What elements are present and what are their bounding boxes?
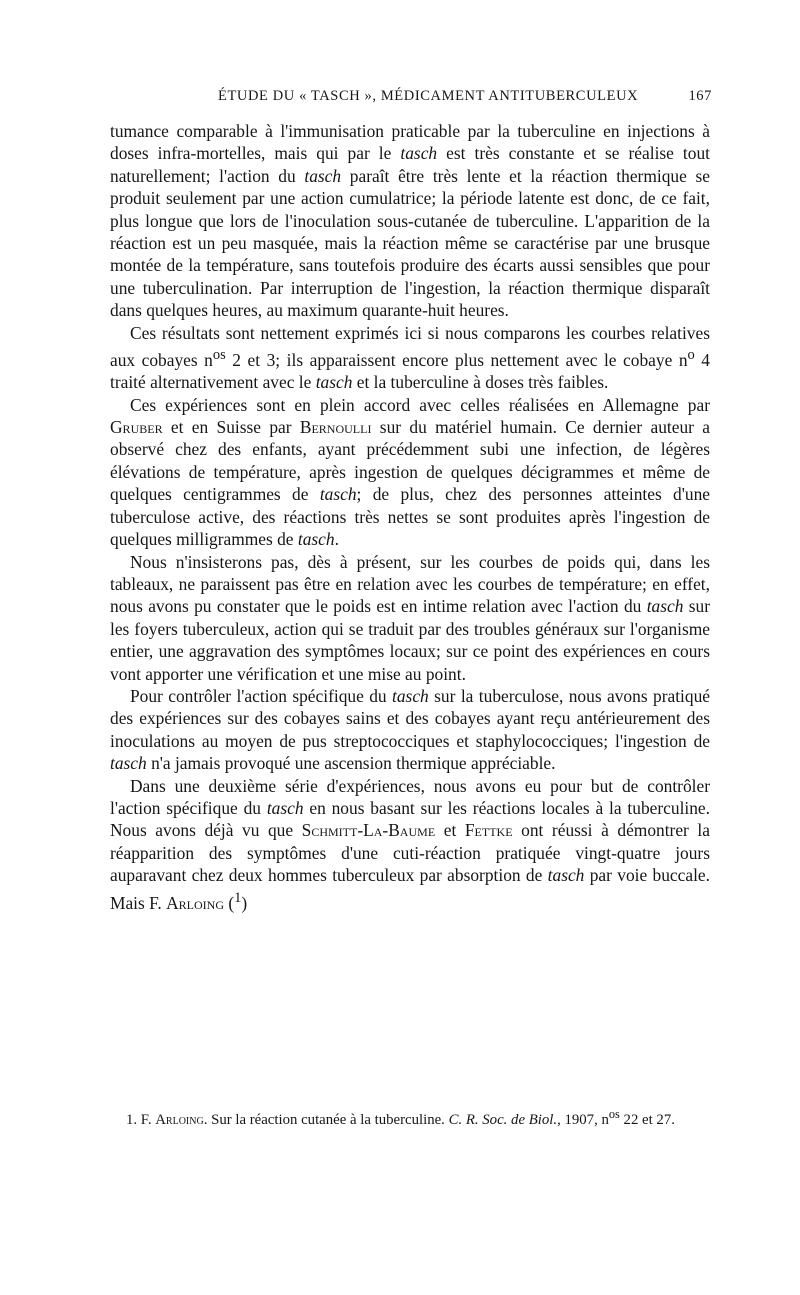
body-text bbox=[110, 120, 710, 914]
author-name: Arloing bbox=[155, 1111, 204, 1128]
footnote: 1. F. Arloing. Sur la réaction cutanée à la tuberculine. C. R. Soc. de Biol., 1907, $n^{os}$ 22 et 27. bbox=[126, 1107, 675, 1128]
author-name: Bernoulli bbox=[299, 417, 372, 438]
paragraph: Nous n'insisterons pas, dès à présent, sur les courbes de poids qui, dans les tableaux, ne paraissent pas être en relation avec les courbes de température; en effet, nous avons pu constater que le poids est en intime relation avec l'action du tasch sur les foyers tuberculeux, action qui se traduit par des troubles généraux sur l'organisme entier, une aggravation des symptômes locaux; sur ce point des expériences en cours vont apporter une vérification et une mise au point. bbox=[110, 551, 711, 684]
author-name: Gruber bbox=[110, 417, 163, 438]
author-name: Fettke bbox=[464, 820, 513, 841]
footnotes bbox=[110, 1104, 710, 1131]
paragraph: Dans une deuxième série d'expériences, nous avons eu pour but de contrôler l'action spécifique du tasch en nous basant sur les réactions locales à la tuberculine. Nous avons déjà vu que Schmitt-La-Baume et Fettke ont réussi à démontrer la réapparition des symptômes d'une cuti-réaction pratiquée vingt-quatre jours auparavant chez deux hommes tuberculeux par absorption de tasch par voie buccale. Mais F. Arloing ($^1$) bbox=[110, 775, 711, 913]
footnote-ref: 1 bbox=[234, 889, 242, 906]
paragraph: tumance comparable à l'immunisation praticable par la tuberculine en injections à doses infra-mortelles, mais qui par le tasch est très constante et se réalise tout naturellement; l'action du tasch paraît être très lente et la réaction thermique se produit seulement par une action cumulatrice; la période latente est donc, de ce fait, plus longue que lors de l'inoculation sous-cutanée de tuberculine. L'apparition de la réaction est un peu masquée, mais la réaction même se caractérise par une brusque montée de la température, sans toutefois produire des écarts aussi sensibles que pour une tuberculination. Par interruption de l'ingestion, la réaction thermique disparaît dans quelques heures, au maximum quarante-huit heures. bbox=[110, 121, 710, 321]
author-name: Schmitt-La-Baume bbox=[301, 820, 436, 841]
paragraph: Ces résultats sont nettement exprimés ici si nous comparons les courbes relatives aux cobayes $n^{os}$ 2 et 3; ils apparaissent encore plus nettement avec le cobaye $n^o$ 4 traité alternativement avec le tasch et la tuberculine à doses très faibles. bbox=[110, 322, 710, 393]
author-name: Arloing bbox=[166, 892, 224, 913]
paragraph: Pour contrôler l'action spécifique du tasch sur la tuberculose, nous avons pratiqué des expériences sur des cobayes sains et des cobayes ayant reçu antérieurement des inoculations au moyen de pus streptococciques et staphylococciques; l'ingestion de tasch n'a jamais provoqué une ascension thermique appréciable. bbox=[110, 685, 710, 774]
journal-title: C. R. Soc. de Biol. bbox=[448, 1111, 558, 1128]
page-number: 167 bbox=[688, 88, 712, 104]
running-title: ÉTUDE DU « TASCH », MÉDICAMENT ANTITUBERCULEUX bbox=[218, 88, 639, 104]
paragraph: Ces expériences sont en plein accord avec celles réalisées en Allemagne par Gruber et en Suisse par Bernoulli sur du matériel humain. Ce dernier auteur a observé chez des enfants, ayant précédemment subi une infection, de légères élévations de température, après ingestion de quelques décigrammes et même de quelques centigrammes de tasch; de plus, chez des personnes atteintes d'une tuberculose active, des réactions très nettes se sont produites après l'ingestion de quelques milligrammes de tasch. bbox=[110, 394, 710, 550]
